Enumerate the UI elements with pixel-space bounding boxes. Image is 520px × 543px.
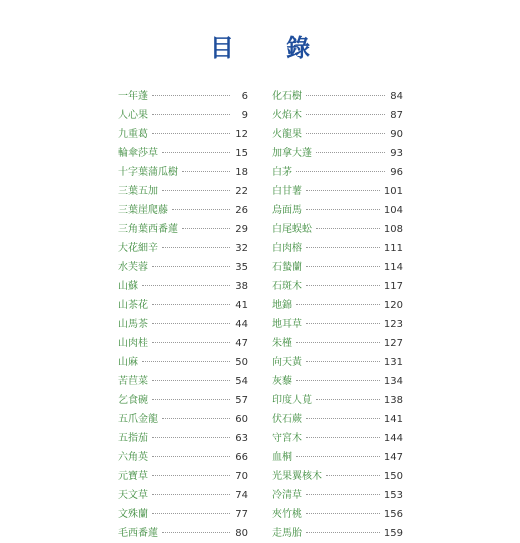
toc-entry[interactable] <box>272 353 403 372</box>
toc-entry-title: 山茶花 <box>118 300 148 311</box>
dot-leader <box>162 190 230 191</box>
toc-entry-page-number: 32 <box>235 243 248 254</box>
toc-entry-title: 文殊蘭 <box>118 509 148 520</box>
toc-entry[interactable] <box>118 201 248 220</box>
toc-entry-title: 山麻 <box>118 357 138 368</box>
dot-leader <box>316 228 380 229</box>
toc-entry-page-number: 9 <box>241 110 248 121</box>
toc-entry-page-number: 144 <box>383 433 403 444</box>
toc-entry[interactable] <box>118 296 248 315</box>
toc-entry-page-number: 96 <box>390 167 403 178</box>
toc-entry-page-number: 60 <box>235 414 248 425</box>
toc-entry[interactable] <box>118 144 248 163</box>
dot-leader <box>152 95 230 96</box>
toc-entry[interactable] <box>118 334 248 353</box>
toc-entry-title: 白尾蜈蚣 <box>272 224 312 235</box>
dot-leader <box>296 171 385 172</box>
toc-entry-title: 輪傘莎草 <box>118 148 158 159</box>
toc-entry-title: 地耳草 <box>272 319 302 330</box>
dot-leader <box>152 266 230 267</box>
toc-entry-title: 化石樹 <box>272 91 302 102</box>
toc-entry-title: 守宮木 <box>272 433 302 444</box>
dot-leader <box>306 418 380 419</box>
toc-entry-page-number: 156 <box>383 509 403 520</box>
dot-leader <box>326 475 380 476</box>
toc-entry[interactable] <box>272 372 403 391</box>
dot-leader <box>182 171 230 172</box>
toc-entry-page-number: 120 <box>383 300 403 311</box>
toc-entry-title: 石斑木 <box>272 281 302 292</box>
toc-entry[interactable] <box>272 182 403 201</box>
toc-entry[interactable] <box>272 163 403 182</box>
toc-entry-page-number: 90 <box>390 129 403 140</box>
toc-entry-title: 人心果 <box>118 110 148 121</box>
toc-entry-page-number: 6 <box>241 91 248 102</box>
toc-entry-title: 伏石蕨 <box>272 414 302 425</box>
toc-entry-page-number: 141 <box>383 414 403 425</box>
toc-entry-page-number: 150 <box>383 471 403 482</box>
toc-entry-title: 火焰木 <box>272 110 302 121</box>
dot-leader <box>162 247 230 248</box>
toc-entry-page-number: 134 <box>383 376 403 387</box>
dot-leader <box>182 228 230 229</box>
toc-entry-title: 白茅 <box>272 167 292 178</box>
toc-entry[interactable] <box>272 391 403 410</box>
toc-entry[interactable] <box>272 467 403 486</box>
toc-entry-title: 水芙蓉 <box>118 262 148 273</box>
toc-entry-title: 冷清草 <box>272 490 302 501</box>
toc-entry-title: 五爪金龍 <box>118 414 158 425</box>
toc-entry-title: 朱槿 <box>272 338 292 349</box>
toc-entry[interactable] <box>118 467 248 486</box>
dot-leader <box>162 418 230 419</box>
toc-entry[interactable] <box>118 125 248 144</box>
toc-entry[interactable] <box>118 372 248 391</box>
toc-entry-page-number: 18 <box>235 167 248 178</box>
dot-leader <box>152 380 230 381</box>
toc-entry-title: 毛西番蓮 <box>118 528 158 539</box>
toc-entry-page-number: 138 <box>383 395 403 406</box>
toc-entry-page-number: 101 <box>383 186 403 197</box>
toc-entry-page-number: 29 <box>235 224 248 235</box>
toc-entry-title: 白甘薯 <box>272 186 302 197</box>
dot-leader <box>152 304 230 305</box>
dot-leader <box>152 114 230 115</box>
dot-leader <box>152 437 230 438</box>
toc-entry-page-number: 74 <box>235 490 248 501</box>
dot-leader <box>306 513 380 514</box>
toc-entry[interactable] <box>272 125 403 144</box>
toc-entry-page-number: 84 <box>390 91 403 102</box>
toc-entry[interactable] <box>272 410 403 429</box>
toc-entry-page-number: 35 <box>235 262 248 273</box>
toc-entry-page-number: 108 <box>383 224 403 235</box>
toc-entry[interactable] <box>272 220 403 239</box>
toc-entry-title: 九重葛 <box>118 129 148 140</box>
dot-leader <box>306 114 385 115</box>
toc-entry[interactable] <box>272 334 403 353</box>
toc-entry[interactable] <box>118 315 248 334</box>
toc-entry-title: 印度人莧 <box>272 395 312 406</box>
dot-leader <box>152 323 230 324</box>
toc-entry-page-number: 117 <box>383 281 403 292</box>
toc-entry[interactable] <box>272 277 403 296</box>
toc-entry-title: 山馬茶 <box>118 319 148 330</box>
toc-entry-title: 山肉桂 <box>118 338 148 349</box>
toc-entry[interactable] <box>272 106 403 125</box>
toc-entry[interactable] <box>272 486 403 505</box>
toc-entry-page-number: 114 <box>383 262 403 273</box>
dot-leader <box>296 456 380 457</box>
toc-entry[interactable] <box>272 201 403 220</box>
toc-entry[interactable] <box>118 353 248 372</box>
dot-leader <box>306 209 380 210</box>
toc-entry-page-number: 63 <box>235 433 248 444</box>
toc-entry[interactable] <box>118 391 248 410</box>
toc-entry[interactable] <box>272 524 403 543</box>
dot-leader <box>306 361 380 362</box>
toc-entry[interactable] <box>118 106 248 125</box>
toc-entry-page-number: 131 <box>383 357 403 368</box>
dot-leader <box>316 399 380 400</box>
toc-entry-title: 向天黃 <box>272 357 302 368</box>
toc-entry[interactable] <box>272 505 403 524</box>
toc-entry-page-number: 127 <box>383 338 403 349</box>
toc-entry[interactable] <box>272 144 403 163</box>
toc-entry-page-number: 80 <box>235 528 248 539</box>
dot-leader <box>306 437 380 438</box>
toc-entry-page-number: 93 <box>390 148 403 159</box>
toc-entry-title: 苦苣菜 <box>118 376 148 387</box>
dot-leader <box>162 152 230 153</box>
toc-entry-title: 血桐 <box>272 452 292 463</box>
toc-entry-page-number: 57 <box>235 395 248 406</box>
dot-leader <box>306 133 385 134</box>
toc-entry-page-number: 54 <box>235 376 248 387</box>
dot-leader <box>152 494 230 495</box>
toc-entry-page-number: 12 <box>235 129 248 140</box>
dot-leader <box>296 380 380 381</box>
toc-entry-title: 三葉崖爬藤 <box>118 205 168 216</box>
toc-entry-page-number: 77 <box>235 509 248 520</box>
dot-leader <box>142 285 230 286</box>
toc-entry-page-number: 26 <box>235 205 248 216</box>
toc-entry[interactable] <box>118 163 248 182</box>
toc-right-column <box>272 87 403 543</box>
toc-entry[interactable] <box>118 220 248 239</box>
toc-entry-page-number: 50 <box>235 357 248 368</box>
toc-entry[interactable] <box>118 505 248 524</box>
toc-entry-page-number: 111 <box>383 243 403 254</box>
toc-entry[interactable] <box>272 258 403 277</box>
toc-entry-title: 灰藜 <box>272 376 292 387</box>
toc-entry[interactable] <box>118 277 248 296</box>
toc-entry-title: 三角葉西番蓮 <box>118 224 178 235</box>
toc-entry-title: 元寶草 <box>118 471 148 482</box>
dot-leader <box>172 209 230 210</box>
toc-entry[interactable] <box>118 258 248 277</box>
toc-entry-title: 五指茄 <box>118 433 148 444</box>
dot-leader <box>306 95 385 96</box>
toc-entry-title: 乞食碗 <box>118 395 148 406</box>
toc-entry[interactable] <box>118 429 248 448</box>
dot-leader <box>306 323 380 324</box>
dot-leader <box>316 152 385 153</box>
toc-entry-page-number: 153 <box>383 490 403 501</box>
toc-entry[interactable] <box>118 524 248 543</box>
toc-entry[interactable] <box>272 429 403 448</box>
toc-entry-page-number: 159 <box>383 528 403 539</box>
dot-leader <box>152 475 230 476</box>
toc-entry-title: 走馬胎 <box>272 528 302 539</box>
toc-entry-title: 山蘇 <box>118 281 138 292</box>
toc-entry-page-number: 38 <box>235 281 248 292</box>
dot-leader <box>152 456 230 457</box>
toc-entry-title: 大花細辛 <box>118 243 158 254</box>
toc-entry[interactable] <box>118 448 248 467</box>
toc-entry[interactable] <box>118 239 248 258</box>
toc-entry[interactable] <box>118 486 248 505</box>
toc-entry[interactable] <box>272 448 403 467</box>
toc-entry[interactable] <box>272 87 403 106</box>
toc-entry-title: 天文草 <box>118 490 148 501</box>
toc-entry-title: 六角英 <box>118 452 148 463</box>
toc-entry[interactable] <box>118 410 248 429</box>
toc-entry-page-number: 70 <box>235 471 248 482</box>
dot-leader <box>306 247 380 248</box>
dot-leader <box>306 532 380 533</box>
toc-entry-title: 一年蓬 <box>118 91 148 102</box>
dot-leader <box>152 513 230 514</box>
toc-entry-title: 夾竹桃 <box>272 509 302 520</box>
toc-left-column <box>118 87 248 543</box>
toc-entry-title: 加拿大蓬 <box>272 148 312 159</box>
toc-entry-page-number: 147 <box>383 452 403 463</box>
dot-leader <box>306 190 380 191</box>
dot-leader <box>152 399 230 400</box>
toc-entry-page-number: 41 <box>235 300 248 311</box>
toc-entry-page-number: 66 <box>235 452 248 463</box>
toc-entry-title: 地錦 <box>272 300 292 311</box>
toc-entry-title: 烏面馬 <box>272 205 302 216</box>
toc-entry-page-number: 87 <box>390 110 403 121</box>
toc-entry-page-number: 104 <box>383 205 403 216</box>
toc-entry-title: 十字葉蒲瓜樹 <box>118 167 178 178</box>
dot-leader <box>152 342 230 343</box>
toc-entry-page-number: 123 <box>383 319 403 330</box>
toc-entry-title: 三葉五加 <box>118 186 158 197</box>
dot-leader <box>306 285 380 286</box>
page-title: 目 錄 <box>209 34 333 62</box>
toc-entry[interactable] <box>118 87 248 106</box>
dot-leader <box>162 532 230 533</box>
dot-leader <box>306 494 380 495</box>
toc-entry-title: 石蟄蘭 <box>272 262 302 273</box>
dot-leader <box>152 133 230 134</box>
toc-entry[interactable] <box>272 296 403 315</box>
toc-entry-page-number: 47 <box>235 338 248 349</box>
dot-leader <box>296 304 380 305</box>
toc-entry[interactable] <box>118 182 248 201</box>
toc-entry-page-number: 44 <box>235 319 248 330</box>
toc-entry-page-number: 15 <box>235 148 248 159</box>
dot-leader <box>296 342 380 343</box>
toc-entry[interactable] <box>272 315 403 334</box>
toc-entry-page-number: 22 <box>235 186 248 197</box>
toc-entry-title: 火龍果 <box>272 129 302 140</box>
toc-entry-title: 光果翼核木 <box>272 471 322 482</box>
dot-leader <box>306 266 380 267</box>
dot-leader <box>142 361 230 362</box>
toc-entry[interactable] <box>272 239 403 258</box>
toc-entry-title: 白肉榕 <box>272 243 302 254</box>
